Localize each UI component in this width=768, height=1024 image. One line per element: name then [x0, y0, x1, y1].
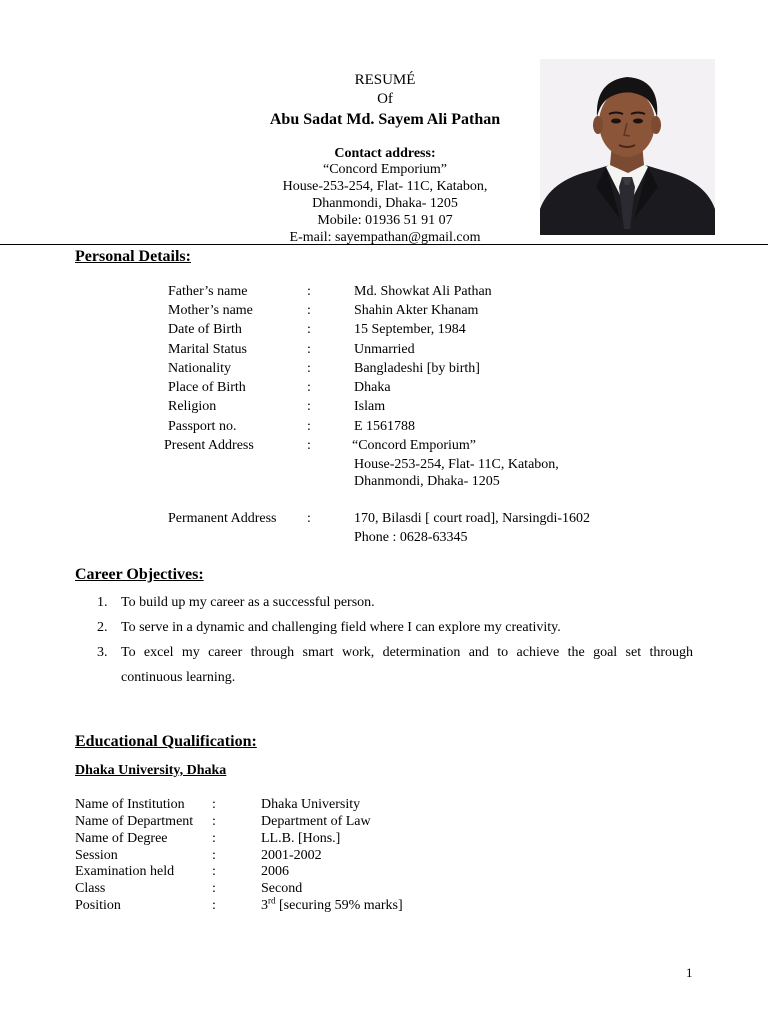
- row-label: Nationality: [168, 361, 231, 376]
- row-value: Dhanmondi, Dhaka- 1205: [354, 474, 500, 489]
- row-value: Bangladeshi [by birth]: [354, 361, 480, 376]
- row-value: Shahin Akter Khanam: [354, 303, 479, 318]
- row-colon: :: [212, 881, 216, 896]
- resume-title: RESUMÉ: [354, 72, 416, 88]
- objective-number: 2.: [97, 620, 108, 635]
- row-value: LL.B. [Hons.]: [261, 831, 341, 846]
- row-label: Passport no.: [168, 419, 237, 434]
- row-value: Dhaka University: [261, 797, 361, 812]
- objective-item-continued: [0, 665, 768, 690]
- position-number: 3: [261, 898, 268, 913]
- row-value: 2001-2002: [261, 848, 322, 863]
- row-label: Date of Birth: [168, 322, 242, 337]
- objective-text: To excel my career through smart work, determination and to achieve the goal set through: [121, 645, 693, 660]
- row-value: 170, Bilasdi [ court road], Narsingdi-1602: [354, 511, 591, 526]
- objective-text: To serve in a dynamic and challenging field where I can explore my creativity.: [121, 620, 561, 635]
- row-value: E 1561788: [354, 419, 416, 434]
- row-label: Father’s name: [168, 284, 248, 299]
- position-detail: [securing 59% marks]: [275, 898, 403, 913]
- row-label: Name of Degree: [75, 831, 168, 846]
- contact-line: House-253-254, Flat- 11C, Katabon,: [282, 179, 488, 194]
- row-label: Session: [75, 848, 118, 863]
- row-colon: :: [307, 361, 311, 376]
- objective-item: [0, 615, 768, 640]
- row-colon: :: [212, 814, 216, 829]
- page-number: 1: [686, 965, 693, 980]
- row-colon: :: [307, 342, 311, 357]
- row-colon: :: [212, 898, 216, 913]
- row-colon: :: [212, 831, 216, 846]
- candidate-name: Abu Sadat Md. Sayem Ali Pathan: [269, 111, 501, 128]
- contact-heading: Contact address:: [334, 146, 436, 161]
- row-colon: :: [307, 284, 311, 299]
- row-label: Name of Institution: [75, 797, 185, 812]
- row-label: Religion: [168, 399, 217, 414]
- row-value: [261, 895, 403, 914]
- row-label: Examination held: [75, 864, 175, 879]
- row-label: Present Address: [164, 438, 254, 453]
- header-divider: [0, 244, 768, 245]
- resume-of: Of: [377, 91, 393, 107]
- row-colon: :: [212, 848, 216, 863]
- profile-photo: [540, 59, 715, 235]
- contact-line: “Concord Emporium”: [322, 162, 448, 177]
- personal-details-heading: Personal Details:: [75, 248, 191, 265]
- row-colon: :: [307, 511, 311, 526]
- objective-item: [0, 590, 768, 615]
- row-value: 15 September, 1984: [354, 322, 466, 337]
- row-label: Position: [75, 898, 121, 913]
- contact-mobile: Mobile: 01936 51 91 07: [317, 213, 453, 228]
- objective-item: [0, 640, 768, 665]
- row-label: Marital Status: [168, 342, 247, 357]
- row-label: Name of Department: [75, 814, 194, 829]
- objective-text: To build up my career as a successful person.: [121, 595, 375, 610]
- row-value: Unmarried: [354, 342, 415, 357]
- education-institution-subheading: Dhaka University, Dhaka: [75, 763, 227, 778]
- row-value: Phone : 0628-63345: [354, 530, 468, 545]
- row-label: Place of Birth: [168, 380, 246, 395]
- row-colon: :: [307, 380, 311, 395]
- row-colon: :: [212, 797, 216, 812]
- row-colon: :: [307, 438, 311, 453]
- row-value: Dhaka: [354, 380, 391, 395]
- career-objectives-heading: Career Objectives:: [75, 566, 204, 583]
- row-colon: :: [212, 864, 216, 879]
- row-value: Second: [261, 881, 303, 896]
- contact-email: E-mail: sayempathan@gmail.com: [289, 230, 481, 245]
- objective-number: 1.: [97, 595, 108, 610]
- row-colon: :: [307, 419, 311, 434]
- row-value: 2006: [261, 864, 289, 879]
- position-suffix: rd: [268, 895, 276, 906]
- education-heading: Educational Qualification:: [75, 733, 257, 750]
- objective-text: continuous learning.: [121, 670, 236, 685]
- objective-number: 3.: [97, 645, 108, 660]
- row-label: Permanent Address: [168, 511, 277, 526]
- row-label: Mother’s name: [168, 303, 253, 318]
- row-colon: :: [307, 322, 311, 337]
- row-value: Department of Law: [261, 814, 371, 829]
- row-value: Islam: [354, 399, 386, 414]
- contact-line: Dhanmondi, Dhaka- 1205: [312, 196, 458, 211]
- row-value: House-253-254, Flat- 11C, Katabon,: [354, 457, 559, 472]
- row-colon: :: [307, 399, 311, 414]
- row-label: Class: [75, 881, 106, 896]
- row-value: “Concord Emporium”: [352, 438, 477, 453]
- row-value: Md. Showkat Ali Pathan: [354, 284, 492, 299]
- row-colon: :: [307, 303, 311, 318]
